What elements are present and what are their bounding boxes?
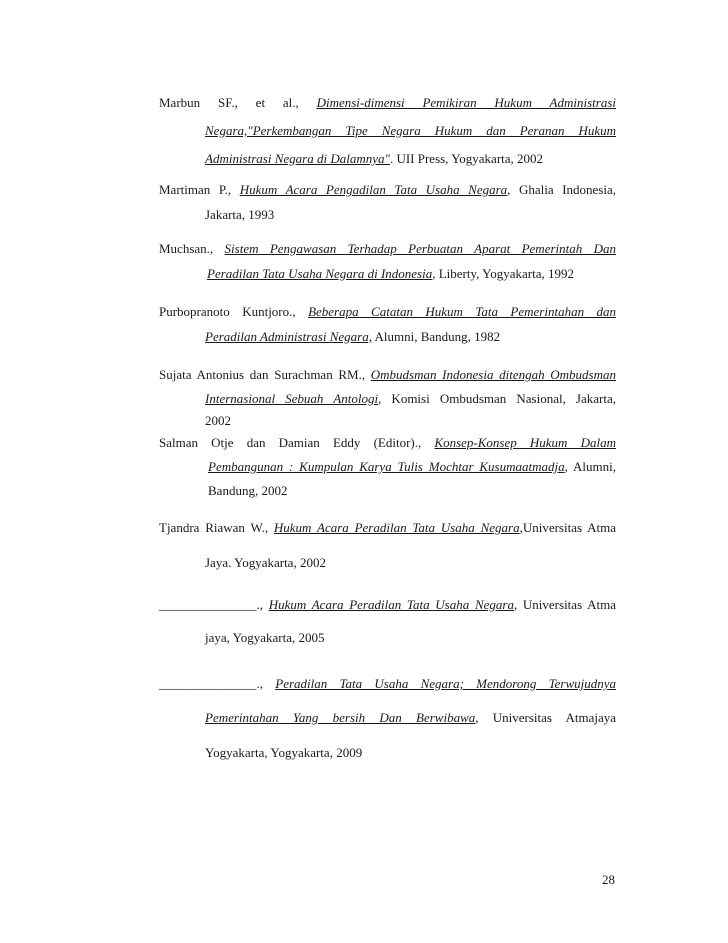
entry-line: [205, 709, 616, 727]
page-number: 28: [602, 872, 615, 887]
entry-author: Sujata Antonius dan Surachman RM.,: [159, 367, 371, 382]
entry-line: [205, 554, 616, 572]
entry-publisher: Yogyakarta, Yogyakarta, 2009: [205, 745, 363, 760]
entry-author: _______________.,: [159, 597, 269, 612]
entry-title: Hukum Acara Pengadilan Tata Usaha Negara: [239, 182, 508, 197]
entry-title: Peradilan Tata Usaha Negara di Indonesia: [207, 266, 433, 281]
entry-title: Beberapa Catatan Hukum Tata Pemerintahan dan: [308, 304, 616, 319]
entry-publisher: Jaya. Yogyakarta, 2002: [205, 555, 326, 570]
entry-line: [205, 744, 616, 762]
entry-author: Muchsan.,: [159, 241, 225, 256]
entry-publisher: Bandung, 2002: [208, 483, 288, 498]
entry-line: [208, 482, 619, 500]
entry-author: Marbun SF., et al.,: [159, 95, 317, 110]
entry-line: [205, 390, 616, 408]
entry-publisher: , Komisi Ombudsman Nasional, Jakarta,: [378, 391, 616, 406]
entry-line: [205, 412, 616, 430]
entry-line: [159, 366, 616, 384]
entry-title: Konsep-Konsep Hukum Dalam: [434, 435, 616, 450]
entry-title: Hukum Acara Peradilan Tata Usaha Negara: [268, 597, 514, 612]
entry-title: Ombudsman Indonesia ditengah Ombudsman: [370, 367, 616, 382]
entry-title: Sistem Pengawasan Terhadap Perbuatan Aparat Pemerintah Dan: [224, 241, 616, 256]
entry-author: _______________.,: [159, 676, 276, 691]
entry-line: [205, 150, 616, 168]
entry-title: Dimensi-dimensi Pemikiran Hukum Administrasi: [316, 95, 616, 110]
entry-author: Purbopranoto Kuntjoro.,: [159, 304, 309, 319]
entry-line: [159, 94, 616, 112]
entry-publisher: , Ghalia Indonesia,: [507, 182, 616, 197]
entry-line: [205, 122, 616, 140]
entry-author: Martiman P.,: [159, 182, 240, 197]
entry-line: [159, 240, 616, 258]
entry-publisher: , Universitas Atmajaya: [475, 710, 616, 725]
entry-publisher: Jakarta, 1993: [205, 207, 275, 222]
entry-title: Negara,"Perkembangan Tipe Negara Hukum dan Peranan Hukum: [205, 123, 616, 138]
entry-title: Administrasi Negara di Dalamnya": [205, 151, 390, 166]
entry-title: Peradilan Tata Usaha Negara; Mendorong Terwujudnya: [275, 676, 616, 691]
entry-publisher: Alumni, Bandung, 1982: [371, 329, 501, 344]
entry-line: [159, 181, 616, 199]
entry-publisher: . UII Press, Yogyakarta, 2002: [389, 151, 544, 166]
entry-title: Pembangunan : Kumpulan Karya Tulis Mochtar Kusumaatmadja: [208, 459, 565, 474]
entry-publisher: , Alumni,: [564, 459, 616, 474]
entry-publisher: , Universitas Atma: [513, 597, 616, 612]
entry-line: [205, 206, 616, 224]
entry-publisher: ,Universitas Atma: [519, 520, 616, 535]
entry-line: [159, 519, 616, 537]
entry-publisher: 2002: [205, 413, 231, 428]
entry-line: [207, 265, 618, 283]
entry-line: [205, 629, 616, 647]
entry-line: [205, 328, 616, 346]
entry-line: [159, 303, 616, 321]
entry-title: Internasional Sebuah Antologi: [205, 391, 379, 406]
entry-line: [159, 675, 616, 693]
entry-title: Pemerintahan Yang bersih Dan Berwibawa: [205, 710, 476, 725]
entry-title: Peradilan Administrasi Negara,: [205, 329, 372, 344]
entry-line: [208, 458, 616, 476]
entry-title: Hukum Acara Peradilan Tata Usaha Negara: [273, 520, 520, 535]
entry-author: Salman Otje dan Damian Eddy (Editor).,: [159, 435, 435, 450]
entry-author: Tjandra Riawan W.,: [159, 520, 274, 535]
entry-publisher: jaya, Yogyakarta, 2005: [205, 630, 325, 645]
entry-line: [159, 596, 616, 614]
entry-publisher: , Liberty, Yogyakarta, 1992: [432, 266, 575, 281]
entry-line: [159, 434, 616, 452]
